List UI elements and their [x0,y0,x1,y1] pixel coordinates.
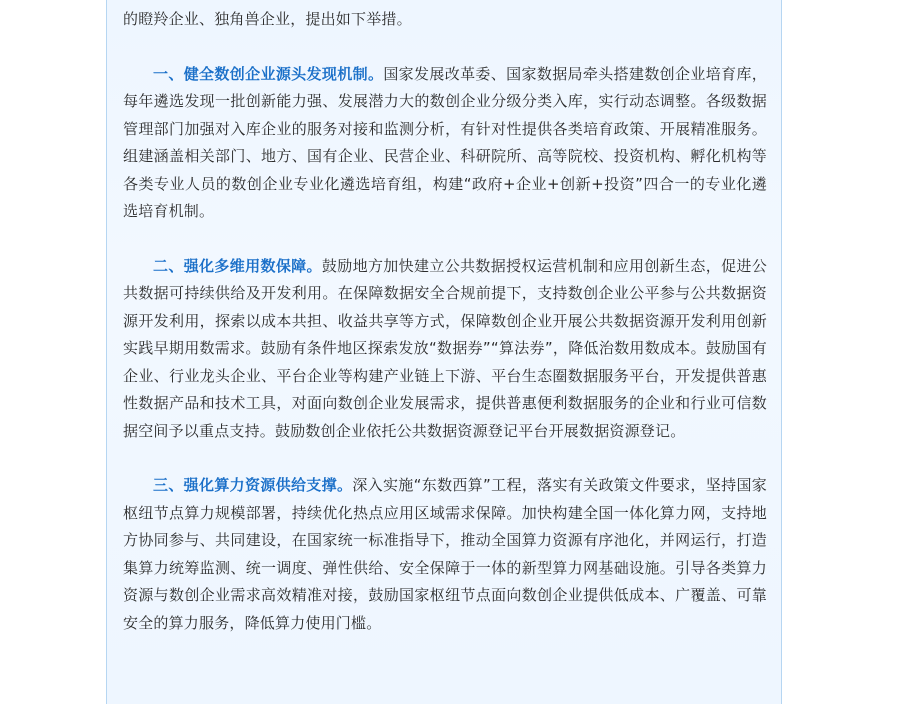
section-1-heading: 一、健全数创企业源头发现机制。 [153,64,384,83]
section-3 [123,472,767,637]
article-panel [106,0,782,704]
section-2-heading: 二、强化多维用数保障。 [153,256,322,275]
paragraph-gap [123,445,767,472]
section-1-body: 国家发展改革委、国家数据局牵头搭建数创企业培育库，每年遴选发现一批创新能力强、发展潜力大的数创企业分级分类入库，实行动态调整。各级数据管理部门加强对入库企业的服务对接和监测分析，有针对性提供各类培育政策、开展精准服务。组建涵盖相关部门、地方、国有企业、民营企业、科研院所、高等院校、投资机构、孵化机构等各类专业人员的数创企业专业化遴选培育组，构建“政府+企业+创新+投资”四合一的专业化遴选培育机制。 [123,64,767,220]
paragraph-gap [123,34,767,61]
section-2 [123,253,767,446]
section-1 [123,61,767,226]
article-content [123,6,767,637]
section-3-body: 深入实施“东数西算”工程，落实有关政策文件要求，坚持国家枢纽节点算力规模部署，持续优化热点应用区域需求保障。加快构建全国一体化算力网，支持地方协同参与、共同建设，在国家统一标准指导下，推动全国算力资源有序池化，并网运行，打造集算力统筹监测、统一调度、弹性供给、安全保障于一体的新型算力网基础设施。引导各类算力资源与数创企业需求高效精准对接，鼓励国家枢纽节点面向数创企业提供低成本、广覆盖、可靠安全的算力服务，降低算力使用门槛。 [123,476,767,632]
intro-tail [123,6,767,34]
intro-tail-text: 的瞪羚企业、独角兽企业，提出如下举措。 [123,10,412,28]
section-2-body: 鼓励地方加快建立公共数据授权运营机制和应用创新生态，促进公共数据可持续供给及开发利用。在保障数据安全合规前提下，支持数创企业公平参与公共数据资源开发利用，探索以成本共担、收益共享等方式，保障数创企业开展公共数据资源开发利用创新实践早期用数需求。鼓励有条件地区探索发放“数据券”“算法券”，降低治数用数成本。鼓励国有企业、行业龙头企业、平台企业等构建产业链上下游、平台生态圈数据服务平台，开发提供普惠性数据产品和技术工具，对面向数创企业发展需求，提供普惠便利数据服务的企业和行业可信数据空间予以重点支持。鼓励数创企业依托公共数据资源登记平台开展数据资源登记。 [123,256,767,440]
paragraph-gap [123,226,767,253]
section-3-heading: 三、强化算力资源供给支撑。 [153,476,353,494]
